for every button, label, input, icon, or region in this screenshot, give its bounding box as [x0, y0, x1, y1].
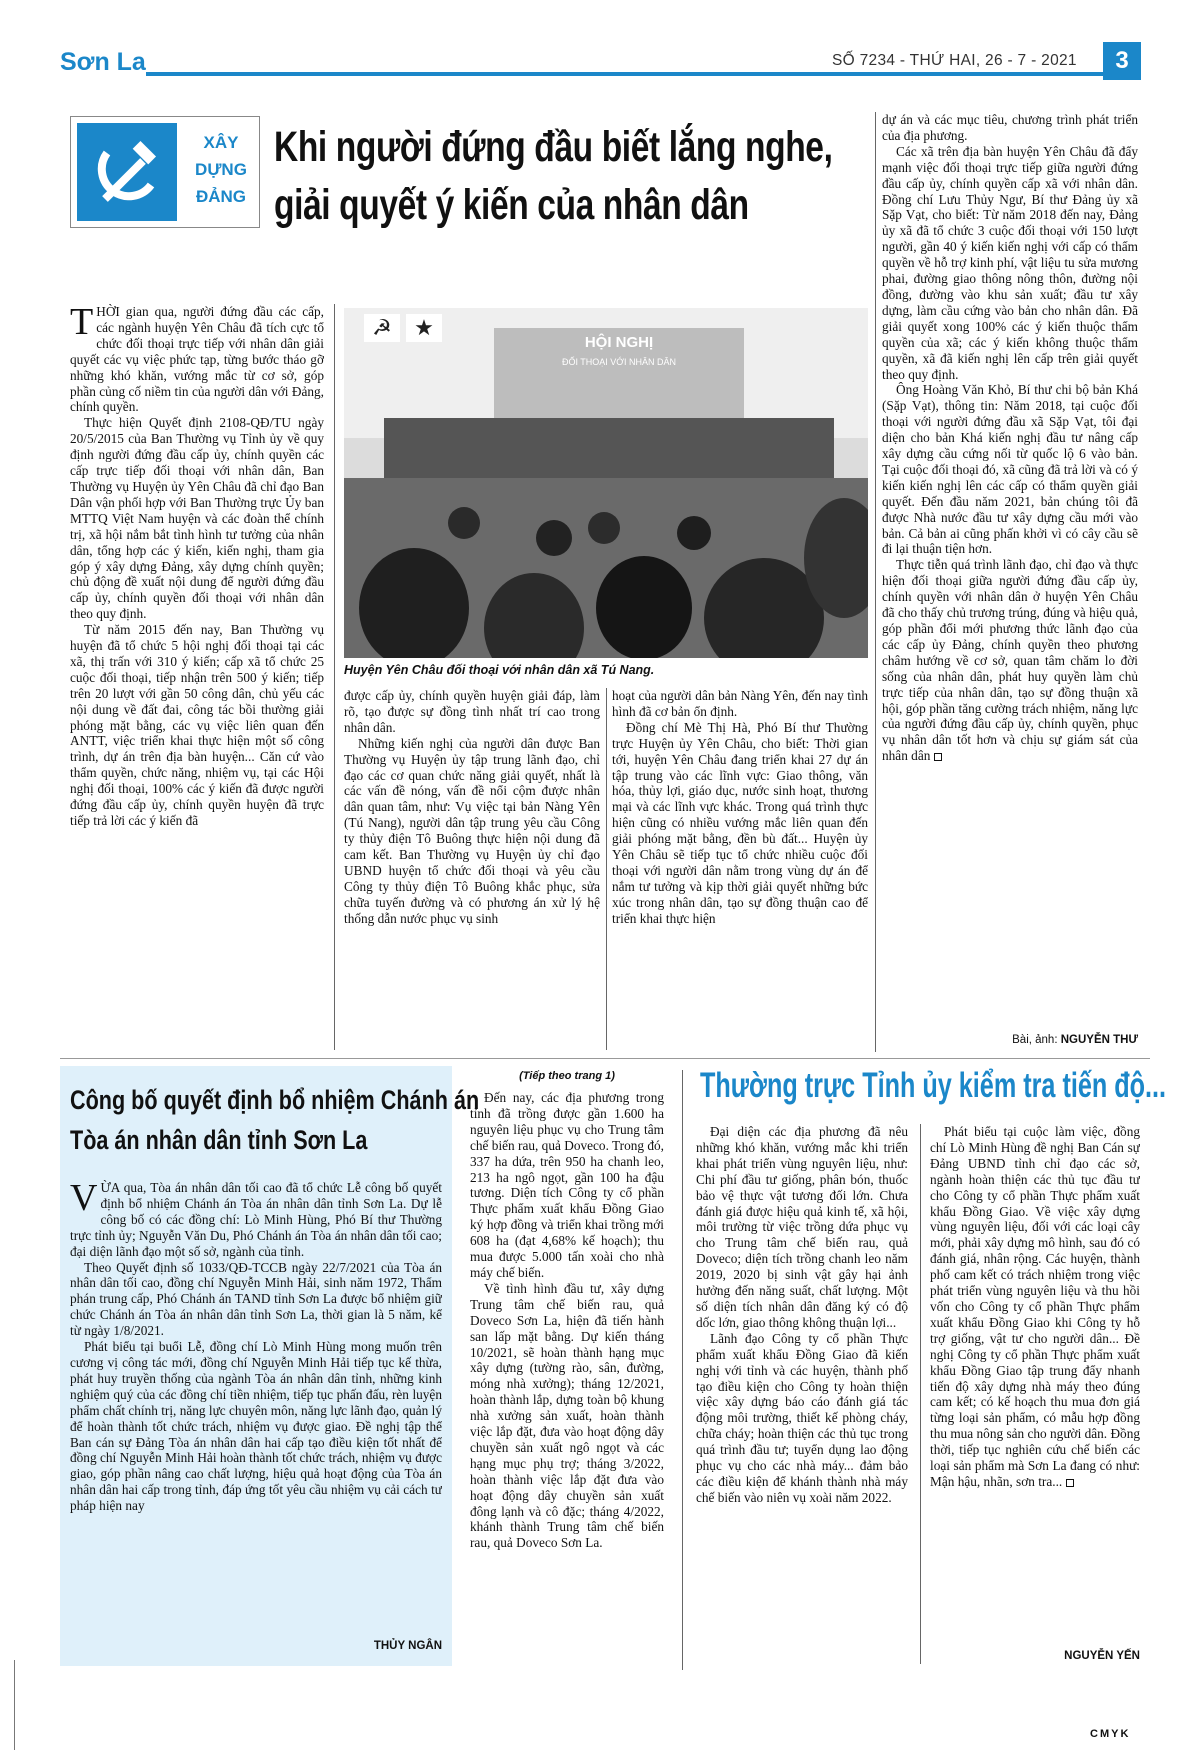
- paragraph: Thực tiễn quá trình lãnh đạo, chỉ đạo và thực hiện đối thoại giữa người đứng đầu cấp ủy, chính quyền với nhân dân ở huyện Yên Châu đã cho thấy chủ trương trúng, đúng và hiệu quả, góp phần đổi mới phương thức lãnh đạo của các cấp ủy Đảng, chính quyền theo phương châm hướng về cơ sở, quan tâm chăm lo đời sống của nhân dân, phát huy quyền làm chủ trực tiếp của nhân dân, tạo sự đồng thuận xã hội, góp phần tăng cường trách nhiệm, năng lực của người đứng đầu cấp ủy, chính quyền, phục vụ nhân dân tốt hơn và chịu sự giám sát của nhân dân: [882, 557, 1138, 764]
- byline-label: Bài, ảnh:: [1012, 1034, 1058, 1046]
- paragraph: Đồng chí Mè Thị Hà, Phó Bí thư Thường trực Huyện ủy Yên Châu, cho biết: Thời gian tới, huyện Yên Châu đang triển khai 27 dự án tập trung vào các lĩnh vực: Giao thông, văn hóa, thủy lợi, giáo dục, nước sinh hoạt, thương mại và các lĩnh vực khác. Trong quá trình thực hiện cũng có nhiều vướng mắc liên quan đến giải phóng mặt bằng, đền bù đất... Huyện ủy Yên Châu sẽ tiếp tục tổ chức nhiều cuộc đối thoại với người dân nằm trong vùng dự án để nắm tư tưởng và kịp thời giải quyết những bức xúc trong nhân dân, tạo sự đồng thuận cao để triển khai thực hiện: [612, 719, 868, 926]
- article2-byline: [70, 1640, 442, 1652]
- paragraph: Phát biểu tại cuộc làm việc, đồng chí Lò Minh Hùng đề nghị Ban Cán sự Đảng UBND tỉnh chỉ đạo các sở, ngành hoàn thiện các thủ tục đầu tư cho Công ty cổ phần Thực phẩm xuất khẩu Đồng Giao. Về việc xây dựng vùng nguyên liệu, đối với các loại cây mới, phải xây dựng mô hình, sau đó có đánh giá, nhân rộng. Các huyện, thành phố cam kết có trách nhiệm trong việc phát triển vùng nguyên liệu và thu hồi vốn cho Công ty cổ phần Thực phẩm xuất khẩu Đồng Giao khi Công ty hỗ trợ giống, vật tư cho người dân... Đề nghị Công ty cổ phần Thực phẩm xuất khẩu Đồng Giao tập trung đẩy nhanh tiến độ xây dựng nhà máy theo đúng cam kết; có kế hoạch thu mua đơn giá từng loại sản phẩm, có mẫu hợp đồng thu mua nông sản cho người dân. Đồng thời, tiếp tục nghiên cứu chế biến các loại sản phẩm mà Sơn La đang có như: Mận hậu, nhãn, sơn tra...: [930, 1124, 1140, 1489]
- article1-headline: [274, 118, 833, 234]
- star-icon: ★: [406, 314, 442, 342]
- end-mark: [934, 753, 942, 761]
- headline-line-1: Khi người đứng đầu biết lắng nghe,: [274, 123, 833, 171]
- end-mark: [1066, 1479, 1074, 1487]
- article3-body: [470, 1090, 664, 1660]
- article1-column-4: [882, 112, 1138, 1030]
- paragraph: Thực hiện Quyết định 2108-QĐ/TU ngày 20/5/2015 của Ban Thường vụ Tỉnh ủy về quy định người đứng đầu cấp ủy, chính quyền các cấp trực tiếp đối thoại với nhân dân, Ban Thường vụ Huyện ủy Yên Châu đã chỉ đạo Ban Dân vận phối hợp với Ban Thường trực Ủy ban MTTQ Việt Nam huyện và các đoàn thể chính trị, xã hội nắm bắt tình hình tư tưởng của nhân dân, tổng hợp các ý kiến, kiến nghị, tham gia góp ý xây dựng Đảng, xây dựng chính quyền; chủ động đề xuất nội dung để người đứng đầu cấp ủy, chính quyền đối thoại với nhân dân theo quy định.: [70, 415, 324, 622]
- column-divider: [682, 1070, 683, 1670]
- section-name: Sơn La: [60, 48, 146, 76]
- continued-note: (Tiếp theo trang 1): [519, 1070, 615, 1082]
- paragraph: ỪA qua, Tòa án nhân dân tối cao đã tổ chức Lễ công bố quyết định bổ nhiệm Chánh án Tòa án nhân dân tỉnh Sơn La. Dự lễ công bố có các đồng chí: Lò Minh Hùng, Phó Bí thư Thường trực tỉnh ủy; Nguyễn Văn Du, Phó Chánh án Tòa án nhân dân tối cao; đại diện lãnh đạo một số sở, ngành của tỉnh.: [70, 1180, 442, 1259]
- article4-column-1: [696, 1124, 908, 1664]
- dropcap: T: [70, 304, 94, 343]
- paragraph: Từ năm 2015 đến nay, Ban Thường vụ huyện đã tổ chức 5 hội nghị đối thoại tại các xã, thị trấn với 310 ý kiến; cấp xã tổ chức 25 cuộc đối thoại, tiếp nhận trên 500 ý kiến; tiếp trên 20 lượt với gần 50 công dân, chủ yếu các nội dung về đất đai, công tác bồi thường giải phóng mặt bằng, các vụ việc liên quan đến ANTT, việc triển khai thực hiện một số công trình, dự án trên địa bàn huyện... Căn cứ vào thẩm quyền, chức năng, nhiệm vụ, tại các Hội nghị đối thoại, 100% các ý kiến đã được người đứng đầu cấp ủy, chính quyền huyện đã trực tiếp trả lời các ý kiến đã: [70, 622, 324, 828]
- paragraph: Theo Quyết định số 1033/QĐ-TCCB ngày 22/7/2021 của Tòa án nhân dân tối cao, đồng chí Nguyễn Minh Hải, sinh năm 1972, Thẩm phán trung cấp, Phó Chánh án TAND tỉnh Sơn La được bổ nhiệm giữ chức Chánh án Tòa án nhân dân tỉnh Sơn La, thời gian là 5 năm, kể từ ngày 1/8/2021.: [70, 1259, 442, 1339]
- cmyk-marks: [1090, 1728, 1130, 1740]
- paragraph: Những kiến nghị của người dân được Ban Thường vụ Huyện ủy tập trung lãnh đạo, chỉ đạo các cơ quan chức năng giải quyết, nhất là các vấn đề nóng, vấn đề nổi cộm được nhân dân quan tâm, như: Vụ việc tại bản Nàng Yên (Tú Nang), người dân tập trung yêu cầu Công ty thủy điện Tô Buông thực hiện nội dung đã cam kết. Ban Thường vụ Huyện ủy chỉ đạo UBND huyện tổ chức đối thoại và yêu cầu Công ty thủy điện Tô Buông khắc phục, sửa chữa tuyến đường và có phương án xử lý hệ thống dẫn nước phục vụ sinh: [344, 735, 600, 926]
- paragraph: Về tình hình đầu tư, xây dựng Trung tâm chế biến rau, quả Doveco Sơn La, hiện đã tiến hành san lấp mặt bằng. Dự kiến tháng 10/2021, sẽ hoàn thành hạng mục xây dựng (tường rào, sân, đường, móng nhà xưởng); tháng 12/2021, hoàn thành lắp, dựng toàn bộ khung nhà xưởng sản xuất, hoàn thành việc lắp đặt, đưa vào hoạt động dây chuyền sản xuất ngô ngọt và các hạng mục phụ trợ; tháng 3/2022, hoàn thành việc lắp đặt đưa vào hoạt động dây chuyền sản xuất đông lạnh và cô đặc; tháng 4/2022, khánh thành Trung tâm chế biến rau, quả Doveco Sơn La.: [470, 1280, 664, 1551]
- byline-author: NGUYỄN THƯ: [1060, 1034, 1138, 1046]
- section-divider: [60, 1058, 1150, 1059]
- photo-banner-title: HỘI NGHỊ: [584, 334, 654, 351]
- article4-headline: Thường trực Tỉnh ủy kiểm tra tiến độ...: [700, 1066, 1167, 1105]
- hammer-sickle-icon: [77, 123, 177, 221]
- article2-headline: [70, 1080, 480, 1160]
- column-divider: [334, 304, 335, 1050]
- photo-caption: Huyện Yên Châu đối thoại với nhân dân xã Tú Nang.: [344, 663, 655, 677]
- headline-line-1: Công bố quyết định bổ nhiệm Chánh án: [70, 1085, 480, 1115]
- tag-line-1: XÂY: [203, 133, 239, 152]
- page-number: 3: [1103, 42, 1141, 80]
- paragraph: được cấp ủy, chính quyền huyện giải đáp, làm rõ, tạo được sự đồng tình nhất trí cao trong nhân dân.: [344, 688, 600, 735]
- column-divider: [606, 688, 607, 1050]
- paragraph: Đến nay, các địa phương trong tỉnh đã trồng được gần 1.600 ha nguyên liệu phục vụ cho Trung tâm chế biến rau, quả Doveco. Trong đó, 337 ha dứa, trên 950 ha chanh leo, 213 ha ngô ngọt, gần 100 ha đậu tương. Diện tích Công ty cổ phần Thực phẩm xuất khẩu Đồng Giao ký hợp đồng và triển khai trồng mới 608 ha (đạt 4,68% kế hoạch); thu mua được 5.000 tấn xoài cho nhà máy chế biến.: [470, 1090, 664, 1280]
- left-margin-rule: [14, 1660, 15, 1750]
- byline-author: NGUYỄN YẾN: [1064, 1650, 1140, 1662]
- article4-column-2: [930, 1124, 1140, 1644]
- article1-column-2: [344, 688, 600, 1050]
- tag-line-2: DỰNG: [195, 160, 247, 179]
- headline-line-2: giải quyết ý kiến của nhân dân: [274, 181, 749, 229]
- column-divider: [875, 112, 876, 1052]
- dropcap: V: [70, 1180, 98, 1219]
- header-rule: [146, 72, 1106, 76]
- paragraph: HỜI gian qua, người đứng đầu các cấp, các ngành huyện Yên Châu đã tích cực tổ chức đối thoại trực tiếp với nhân dân giải quyết các vụ việc phức tạp, từng bước tháo gỡ những khó khăn, vướng mắc từ cơ sở, góp phần củng cố niềm tin của người dân với Đảng, chính quyền.: [70, 304, 324, 415]
- paragraph: Ông Hoàng Văn Khỏ, Bí thư chi bộ bản Khá (Sặp Vạt), thông tin: Năm 2018, tại cuộc đối thoại với người đứng đầu xã Sặp Vạt, tôi đại diện cho bản Khá kiến nghị đầu tư nâng cấp xây dựng cầu cứng nối từ quốc lộ 6 vào bản. Tại cuộc đối thoại đó, xã cũng đã trả lời và có ý kiến kiến nghị lên các cấp có thẩm quyền giải quyết. Đến đầu năm 2021, bản chúng tôi đã được Nhà nước đầu tư xây dựng cầu mới vào bản. Cả bản ai cũng phấn khởi vì có cây cầu sẽ đi lại thuận tiện hơn.: [882, 382, 1138, 557]
- article1-photo: [344, 308, 868, 658]
- paragraph: Các xã trên địa bàn huyện Yên Châu đã đẩy mạnh việc đối thoại trực tiếp giữa người đứng đầu cấp ủy, chính quyền cấp xã với nhân dân. Đồng chí Lưu Thủy Ngư, Bí thư Đảng ủy xã Sặp Vạt, cho biết: Từ năm 2018 đến nay, Đảng ủy xã đã tổ chức 3 cuộc đối thoại với 150 lượt người, gần 40 ý kiến kiến nghị với cấp có thẩm quyền về hỗ trợ kinh phí, vật liệu tu sửa mương phai, đường giao thông nông thôn, đường nội đồng, đường vào khu sản xuất; đầu tư xây dựng, làm cầu cứng vào bản cho nhân dân. Đã giải quyết xong 100% các ý kiến thuộc thẩm quyền của xã; các ý kiến không thuộc thẩm quyền, xã đã kiến nghị lên cấp trên giải quyết theo quy định.: [882, 143, 1138, 382]
- article1-column-1: [70, 304, 324, 1050]
- paragraph: hoạt của người dân bản Nàng Yên, đến nay tình hình đã cơ bản ổn định.: [612, 688, 868, 719]
- flag-icon: ☭: [364, 314, 400, 342]
- cmyk-label: CMYK: [1090, 1728, 1131, 1740]
- photo-banner-subtitle: ĐỐI THOẠI VỚI NHÂN DÂN: [561, 357, 677, 367]
- party-emblem-box: [77, 123, 177, 221]
- article1-column-3: [612, 688, 868, 1050]
- byline-author: THỦY NGÂN: [373, 1640, 442, 1652]
- tag-line-3: ĐẢNG: [195, 187, 247, 206]
- xay-dung-dang-badge: [70, 116, 260, 228]
- headline-line-2: Tòa án nhân dân tỉnh Sơn La: [70, 1125, 368, 1155]
- paragraph: Đại diện các địa phương đã nêu những khó khăn, vướng mắc khi triển khai phát triển vùng nguyên liệu, như: Chi phí đầu tư giống, phân bón, thuốc bảo vệ thực vật tương đối lớn. Chưa đánh giá được hiệu quả kinh tế, xã hội, môi trường từ việc trồng dứa phục vụ cho Trung tâm chế biến rau, quả Doveco; diện tích trồng chanh leo năm 2019, 2020 bị sinh vật gây hại ảnh hưởng đến năng suất, chất lượng. Một số diện tích nhân dân đăng ký có độ dốc lớn, giao thông không thuận lợi...: [696, 1124, 908, 1330]
- column-divider: [920, 1124, 921, 1664]
- article1-byline: [882, 1034, 1138, 1046]
- issue-info: SỐ 7234 - THỨ HAI, 26 - 7 - 2021: [826, 52, 1083, 70]
- article4-byline: [930, 1650, 1140, 1662]
- paragraph: dự án và các mục tiêu, chương trình phát triển của địa phương.: [882, 112, 1138, 143]
- article2-box: [60, 1066, 480, 1666]
- paragraph: Phát biểu tại buổi Lễ, đồng chí Lò Minh Hùng mong muốn trên cương vị công tác mới, đồng chí Nguyễn Minh Hải tiếp tục kế thừa, phát huy truyền thống của ngành Tòa án nhân dân tỉnh, những kinh nghiệm quý của các đồng chí tiền nhiệm, tiếp tục phấn đấu, rèn luyện phẩm chất chính trị, năng lực chuyên môn, năng lực lãnh đạo, quản lý để hoàn thành tốt chức trách, nhiệm vụ được giao. Đề nghị tập thể Ban cán sự Đảng Tòa án nhân dân hai cấp tạo điều kiện tốt nhất để đồng chí Nguyễn Minh Hải hoàn thành tốt chức trách, nhiệm vụ được giao, góp phần nâng cao chất lượng, hiệu quả hoạt động của Tòa án nhân dân hai cấp trong tỉnh, đáp ứng tốt yêu cầu nhiệm vụ cải cách tư pháp hiện nay: [70, 1339, 442, 1514]
- article2-body: [70, 1180, 442, 1630]
- paragraph: Lãnh đạo Công ty cổ phần Thực phẩm xuất khẩu Đồng Giao đã kiến nghị với tỉnh và các huyện, thành phố tạo điều kiện cho Công ty hoàn thiện việc xây dựng báo cáo đánh giá tác động môi trường, thiết kế phòng cháy, chữa cháy; hoàn thiện các thủ tục trong quá trình đầu tư; tuyển dụng lao động phục vụ cho các nhà máy... đảm bảo các điều kiện để khánh thành nhà máy chế biến vào niên vụ xoài năm 2022.: [696, 1330, 908, 1505]
